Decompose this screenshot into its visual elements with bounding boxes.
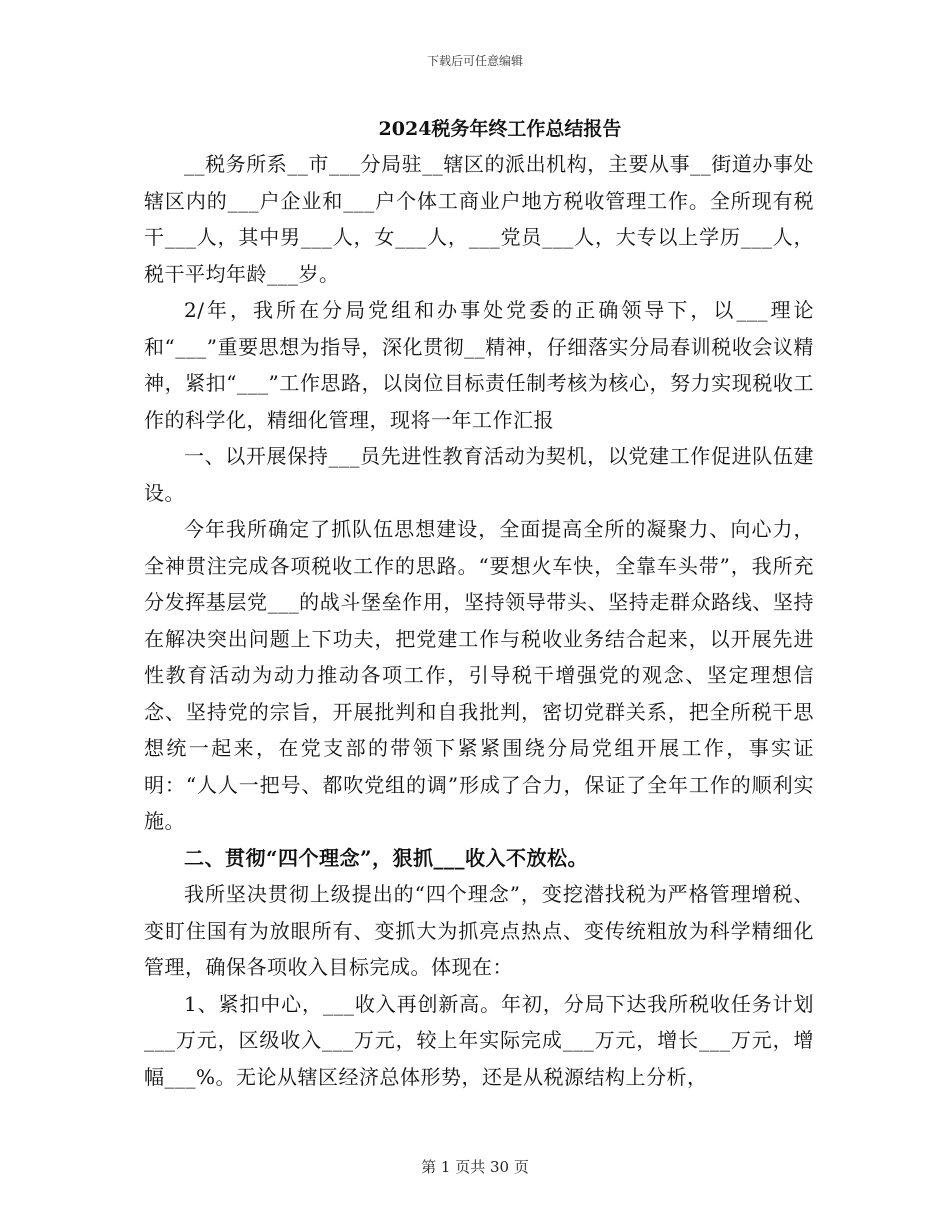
paragraph-revenue: 1、紧扣中心，___收入再创新高。年初，分局下达我所税收任务计划___万元，区级收入___万元，较上年实际完成___万元，增长___万元，增幅___%。无论从辖区经济总体形势，还是从税源结构上分析， <box>144 991 814 1089</box>
document-body <box>144 146 814 1095</box>
paragraph-four-concepts: 我所坚决贯彻上级提出的“四个理念”，变挖潜找税为严格管理增税、变盯住国有为放眼所有、变抓大为抓亮点热点、变传统粗放为科学精细化管理，确保各项收入目标完成。体现在： <box>144 882 814 979</box>
section-heading-party-building: 一、以开展保持___员先进性教育活动为契机，以党建工作促进队伍建设。 <box>144 444 814 505</box>
section-heading-four-concepts: 二、贯彻“四个理念”，狠抓___收入不放松。 <box>184 845 589 870</box>
paragraph-team-building: 今年我所确定了抓队伍思想建设，全面提高全所的凝聚力、向心力，全神贯注完成各项税收工作的思路。“要想火车快，全靠车头带”，我所充分发挥基层党___的战斗堡垒作用，坚持领导带头、坚持走群众路线、坚持在解决突出问题上下功夫，把党建工作与税收业务结合起来，以开展先进性教育活动为动力推动各项工作，引导税干增强党的观念、坚定理想信念、坚持党的宗旨，开展批判和自我批判，密切党群关系，把全所税干思想统一起来，在党支部的带领下紧紧围绕分局党组开展工作，事实证明：“人人一把号、都吹党组的调”形成了合力，保证了全年工作的顺利实施。 <box>144 517 814 833</box>
page-footer-number: 第 1 页共 30 页 <box>421 1158 529 1176</box>
paragraph-intro: __税务所系__市___分局驻__辖区的派出机构，主要从事__街道办事处辖区内的___户企业和___户个体工商业户地方税收管理工作。全所现有税干___人，其中男___人，女___人，___党员___人，大专以上学历___人，税干平均年龄___岁。 <box>144 152 814 286</box>
paragraph-summary: 2/年，我所在分局党组和办事处党委的正确领导下，以___理论和“___”重要思想为指导，深化贯彻__精神，仔细落实分局春训税收会议精神，紧扣“___”工作思路，以岗位目标责任制考核为核心，努力实现税收工作的科学化，精细化管理，现将一年工作汇报 <box>144 298 814 432</box>
document-title: 2024税务年终工作总结报告 <box>378 118 622 140</box>
page-header-note: 下载后可任意编辑 <box>426 54 523 68</box>
